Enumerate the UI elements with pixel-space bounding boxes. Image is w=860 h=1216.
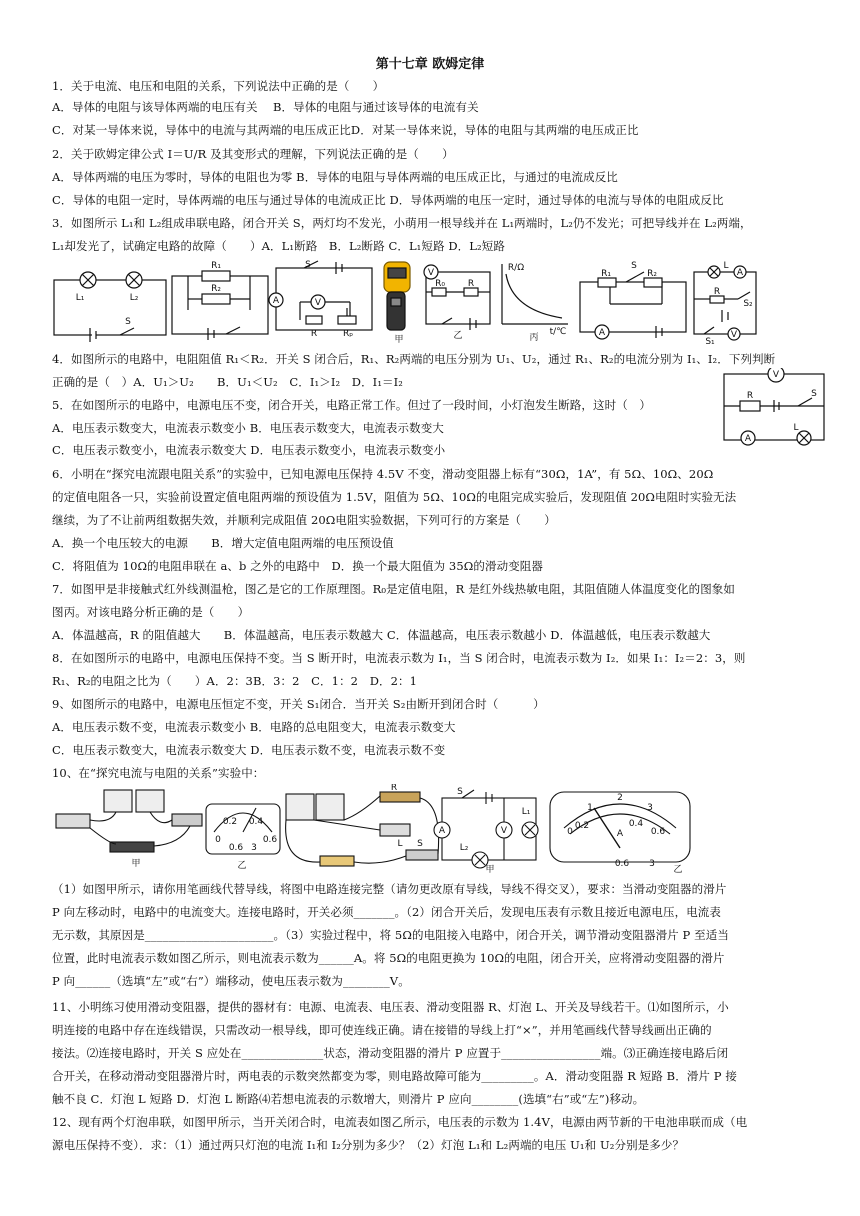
label-tick0-q12: 0 (567, 827, 573, 837)
q7-resistance-graph (502, 264, 568, 324)
q11-stem-5: 触不良 C．灯泡 L 短路 D．灯泡 L 断路⑷若想电流表的示数增大，则滑片 P 应向________(选填“右”或“左”)移动。 (52, 1092, 645, 1106)
label-l2-q12: L₂ (459, 843, 469, 853)
q10-stem: 10、在“探究电流与电阻的关系”实验中： (52, 766, 265, 780)
q8-circuit-diagram (580, 272, 686, 339)
q10-apparatus-sketch (56, 790, 202, 852)
label-a-dial-q12: A (616, 829, 624, 839)
label-r-q9: R (713, 287, 721, 297)
q10-part3-1: 位置，此时电流表示数如图乙所示，则电流表示数为______A。将 5Ω的电阻更换为 10Ω的电阻，闭合开关，应将滑动变阻器的滑片 (52, 951, 725, 965)
label-jia-q10: 甲 (131, 859, 141, 869)
label-v-q12: V (500, 826, 508, 836)
label-l2: L₂ (129, 293, 139, 303)
q5-options-cd: C．电压表示数变小，电流表示数变大 D．电压表示数变小，电流表示数变小 (52, 443, 446, 457)
thermometer-gun-picture (384, 262, 410, 330)
q4-stem-2: 正确的是（ ）A．U₁＞U₂ B．U₁＜U₂ C．I₁＞I₂ D．I₁＝I₂ (52, 375, 403, 389)
label-tick1-q12: 1 (587, 803, 593, 813)
label-axis-t: t/℃ (549, 327, 567, 337)
label-3-q12: 3 (649, 859, 655, 869)
label-l-q10: L (397, 839, 403, 849)
q2-options-ab: A．导体两端的电压为零时，导体的电阻也为零 B．导体的电阻与导体两端的电压成正比，与通过的电流成反比 (52, 170, 618, 184)
label-tick2-q12: 2 (617, 793, 623, 803)
label-s-q5: S (811, 389, 817, 399)
label-r-q5: R (746, 391, 754, 401)
label-s-q10: S (417, 839, 423, 849)
q6-stem-3: 继续，为了不让前两组数据失效，并顺利完成阻值 20Ω电阻实验数据，下列可行的方案是（ ） (52, 513, 556, 527)
label-06-q10: 0.6 (228, 843, 244, 853)
label-tick06-q10: 0.6 (262, 835, 278, 845)
label-tick3-q12: 3 (647, 803, 653, 813)
label-r2: R₂ (211, 284, 221, 294)
label-r1: R₁ (211, 261, 221, 271)
label-jia-q12: 甲 (485, 865, 495, 874)
label-switch-q6: S (305, 260, 311, 270)
q2-stem: 2．关于欧姆定律公式 I＝U/R 及其变形式的理解，下列说法正确的是（ ） (52, 147, 454, 161)
q3-stem-1: 3．如图所示 L₁和 L₂组成串联电路，闭合开关 S，两灯均不发光，小萌用一根导线并在 L₁两端时，L₂仍不发光；可把导线并在 L₂两端， (52, 216, 752, 230)
chapter-title: 第十七章 欧姆定律 (375, 57, 485, 72)
q12-stem-2: 源电压保持不变）．求：（1）通过两只灯泡的电流 I₁和 I₂分别为多少？（2）灯泡 L₁和 L₂两端的电压 U₁和 U₂分别是多少？ (52, 1138, 685, 1152)
label-v-q5: V (772, 370, 780, 380)
label-yi-q12: 乙 (673, 865, 683, 874)
q12-circuit-diagram (434, 790, 538, 868)
q9-options-cd: C．电压表示数变大，电流表示数变大 D．电压表示数不变，电流表示数不变 (52, 743, 446, 757)
q10-part3-2: P 向______（选填“左”或“右”）端移动，使电压表示数为________V。 (52, 974, 410, 988)
label-r-q7: R (467, 279, 475, 289)
label-tick0-q10: 0 (215, 835, 221, 845)
figure-row-1 (50, 258, 760, 344)
label-bing: 丙 (529, 333, 539, 343)
label-r0: R₀ (435, 279, 445, 289)
label-a-q9: A (736, 268, 744, 278)
q10-part2: 无示数，其原因是______________________。（3）实验过程中，将 5Ω的电阻接入电路中，闭合开关，调节滑动变阻器滑片 P 至适当 (52, 928, 729, 942)
q11-stem-4: 合开关，在移动滑动变阻器滑片时，两电表的示数突然都变为零，则电路故障可能为_________。A．滑动变阻器 R 短路 B．滑片 P 接 (52, 1069, 737, 1083)
figure-row-2 (50, 784, 780, 874)
q9-stem: 9、如图所示的电路中，电源电压恒定不变，开关 S₁闭合．当开关 S₂由断开到闭合时（ ） (52, 697, 545, 711)
label-l-q9: L (723, 261, 729, 271)
q1-options-cd: C．对某一导体来说，导体中的电流与其两端的电压成正比D．对某一导体来说，导体的电阻与其两端的电压成正比 (52, 123, 639, 137)
q6-stem-2: 的定值电阻各一只，实验前设置定值电阻两端的预设值为 1.5V，阻值为 5Ω、10Ω的电阻完成实验后，发现阻值 20Ω电阻时实验无法 (52, 490, 737, 504)
q10-real-circuit (286, 792, 439, 866)
q6-stem-1: 6．小明在“探究电流跟电阻关系”的实验中，已知电源电压保持 4.5V 不变，滑动变阻器上标有“30Ω，1A”，有 5Ω、10Ω、20Ω (52, 467, 714, 481)
q3-stem-2: L₁却发光了，试确定电路的故障（ ）A．L₁断路 B．L₂断路 C．L₁短路 D．L₂短路 (52, 239, 505, 253)
q4-circuit-diagram (172, 271, 268, 340)
label-06-q12: 0.6 (614, 859, 630, 869)
label-a-q12: A (438, 826, 446, 836)
q8-stem-1: 8．在如图所示的电路中，电源电压保持不变。当 S 断开时，电流表示数为 I₁，当 S 闭合时，电流表示数为 I₂．如果 I₁：I₂＝2：3，则 (52, 651, 746, 665)
q11-stem-3: 接法。⑵连接电路时，开关 S 应处在______________状态，滑动变阻器的滑片 P 应置于_________________端。⑶正确连接电路后闭 (52, 1046, 729, 1060)
label-yi: 乙 (453, 331, 463, 341)
q12-stem-1: 12、现有两个灯泡串联，如图甲所示，当开关闭合时，电流表如图乙所示，电压表的示数为 1.4V，电源由两节新的干电池串联而成（电 (52, 1115, 748, 1129)
label-a-q5: A (744, 434, 752, 444)
label-a-q8: A (598, 328, 606, 338)
label-l-q5: L (793, 423, 799, 433)
label-r2-q8: R₂ (647, 269, 657, 279)
q2-options-cd: C．导体的电阻一定时，导体两端的电压与通过导体的电流成正比 D．导体两端的电压一定时，通过导体的电流与导体的电阻成反比 (52, 193, 724, 207)
label-jia: 甲 (394, 335, 404, 344)
label-r-q10: R (390, 784, 398, 793)
q1-stem: 1．关于电流、电压和电阻的关系，下列说法中正确的是（ ） (52, 79, 385, 93)
label-v-q9: V (730, 330, 738, 340)
label-ammeter: A (272, 296, 280, 306)
q6-options-ab: A．换一个电压较大的电源 B．增大定值电阻两端的电压预设值 (52, 536, 394, 550)
label-tick04-q10: 0.4 (248, 817, 264, 827)
label-02-q12: 0.2 (574, 821, 590, 831)
q6-options-cd: C．将阻值为 10Ω的电阻串联在 a、b 之外的电路中 D．换一个最大阻值为 35Ω的滑动变阻器 (52, 559, 543, 573)
label-rp: Rₚ (342, 329, 354, 339)
q1-options-ab: A．导体的电阻与该导体两端的电压有关 B．导体的电阻与通过该导体的电流有关 (52, 100, 479, 114)
q4-stem-1: 4．如图所示的电路中，电阻阻值 R₁＜R₂．开关 S 闭合后，R₁、R₂两端的电压分别为 U₁、U₂，通过 R₁、R₂的电流分别为 I₁、I₂．下列判断 (52, 352, 776, 366)
q3-circuit-diagram (54, 272, 166, 342)
label-r: R (310, 329, 318, 339)
label-s1-q9: S₁ (705, 337, 715, 344)
label-04-q12: 0.4 (628, 819, 644, 829)
label-06-scale-q12: 0.6 (650, 827, 666, 837)
label-s-q12: S (457, 787, 463, 797)
q7-stem-2: 图丙。对该电路分析正确的是（ ） (52, 605, 250, 619)
label-r1-q8: R₁ (601, 269, 611, 279)
q10-part1-2: P 向左移动时，电路中的电流变大。连接电路时，开关必须_______。（2）闭合开关后，发现电压表有示数且接近电源电压，电流表 (52, 905, 722, 919)
q11-stem-2: 明连接的电路中存在连线错误，只需改动一根导线，即可使连线正确。请在接错的导线上打“×”，并用笔画线代替导线画出正确的 (52, 1023, 712, 1037)
label-s: S (125, 317, 131, 327)
q6-circuit-diagram (269, 261, 372, 330)
label-s-q8: S (631, 261, 637, 271)
q8-stem-2: R₁、R₂的电阻之比为（ ）A．2：3B．3：2 C．1：2 D．2：1 (52, 674, 418, 688)
label-l1-q12: L₁ (521, 807, 531, 817)
label-voltmeter: V (314, 298, 322, 308)
q9-options-ab: A．电压表示数不变，电流表示数变小 B．电路的总电阻变大，电流表示数变大 (52, 720, 456, 734)
label-v-q7: V (427, 268, 435, 278)
q5-circuit-diagram (718, 368, 830, 448)
label-s2-q9: S₂ (743, 299, 753, 309)
q7-options: A．体温越高，R 的阻值越大 B．体温越高，电压表示数越大 C．体温越高，电压表示数越小 D．体温越低，电压表示数越大 (52, 628, 711, 642)
q10-part1-1: （1）如图甲所示，请你用笔画线代替导线，将图中电路连接完整（请勿更改原有导线，导线不得交叉），要求：当滑动变阻器的滑片 (52, 882, 727, 896)
q5-options-ab: A．电压表示数变大，电流表示数变小 B．电压表示数变大，电流表示数变大 (52, 421, 444, 435)
label-l1: L₁ (75, 293, 85, 303)
q7-stem-1: 7．如图甲是非接触式红外线测温枪，图乙是它的工作原理图。R₀是定值电阻，R 是红外线热敏电阻，其阻值随人体温度变化的图象如 (52, 582, 735, 596)
q11-stem-1: 11、小明练习使用滑动变阻器，提供的器材有：电源、电流表、电压表、滑动变阻器 R、灯泡 L、开关及导线若干。⑴如图所示，小 (52, 1000, 729, 1014)
label-3-q10: 3 (251, 843, 257, 853)
label-tick02-q10: 0.2 (222, 817, 238, 827)
label-yi-q10: 乙 (237, 861, 247, 871)
q5-stem: 5．在如图所示的电路中，电源电压不变，闭合开关，电路正常工作。但过了一段时间，小灯泡发生断路，这时（ ） (52, 398, 652, 412)
label-axis-r: R/Ω (507, 263, 525, 273)
